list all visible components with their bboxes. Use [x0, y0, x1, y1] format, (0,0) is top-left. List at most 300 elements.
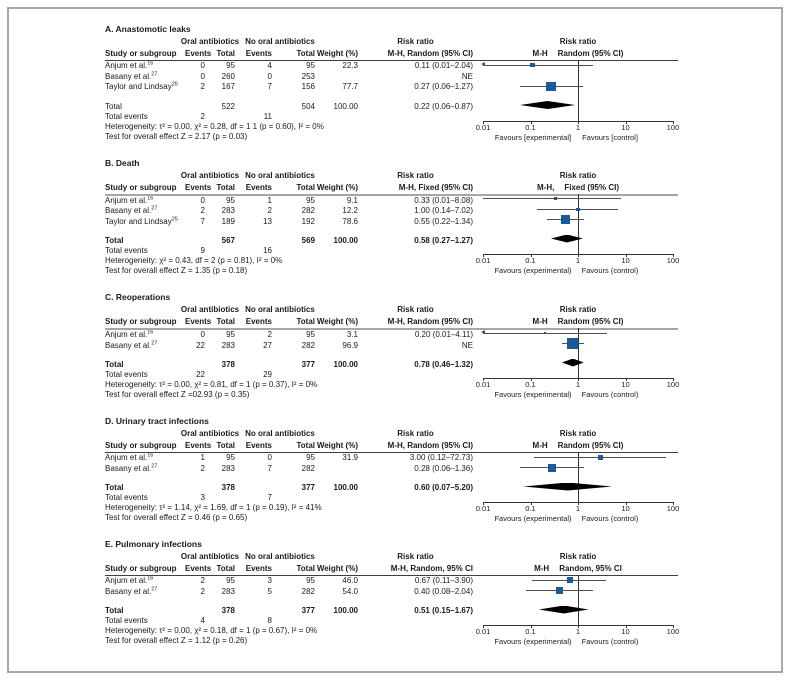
cell-value: Events	[245, 49, 272, 58]
favours-right-label: Favours [control]	[582, 132, 638, 142]
study-row	[105, 330, 781, 341]
cell-value: 1	[200, 453, 205, 462]
axis-tick-label: 1	[575, 380, 581, 389]
axis-tick-label: 100	[666, 256, 680, 265]
group-header-no-oral: No oral antibiotics	[245, 305, 315, 314]
cell-value: Events	[185, 317, 212, 326]
cell-value: 1	[267, 195, 272, 205]
group-header-oral: Oral antibiotics	[180, 37, 240, 46]
cell-value: 16	[263, 246, 272, 255]
plot-method-header	[483, 47, 673, 60]
cell-value: 378	[221, 483, 235, 492]
cell-value: 283	[221, 463, 235, 473]
cell-study: Anjum et al.$^{16}$	[105, 329, 154, 339]
effect-square	[544, 332, 546, 334]
plot-method-header	[483, 439, 673, 452]
cell-value: 5	[267, 586, 272, 596]
cell-study: Basany et al.$^{27}$	[105, 70, 158, 81]
cell-value	[235, 605, 272, 616]
forest-panel-c	[105, 291, 781, 400]
cell-value	[315, 246, 358, 256]
effect-square	[556, 587, 563, 594]
effect-square	[567, 577, 573, 583]
cell-study: Study or subgroup	[105, 441, 177, 450]
risk-ratio-column-header: Risk ratio	[397, 429, 434, 438]
total-events-row	[105, 246, 781, 256]
plot-method-right: Random (95% CI)	[557, 317, 624, 326]
cell-value: 29	[263, 370, 272, 379]
cell-value: 13	[263, 216, 272, 226]
cell-value: 7	[267, 463, 272, 473]
plot-method-header	[483, 562, 673, 575]
cell-value: Events	[185, 49, 212, 58]
effect-square	[567, 338, 578, 349]
row-spacer	[105, 351, 781, 359]
cell-value: 2	[200, 111, 205, 121]
cell-value: 2	[200, 463, 205, 473]
axis-tick-label: 100	[666, 380, 680, 389]
reference-superscript: 16	[147, 194, 154, 201]
cell-value	[315, 493, 358, 503]
cell-value: 95	[226, 576, 235, 585]
plot-risk-ratio-header: Risk ratio	[559, 552, 597, 561]
plot-method-header	[483, 181, 673, 194]
total-events-row	[105, 112, 781, 122]
cell-value: 0.20 (0.01–4.11)	[414, 330, 473, 339]
row-spacer	[105, 474, 781, 482]
axis-tick-label: 0.1	[525, 627, 536, 636]
table-group-header-row	[105, 37, 781, 47]
reference-superscript: 16	[147, 575, 154, 582]
null-effect-line	[578, 452, 579, 502]
cell-value: 378	[221, 360, 235, 369]
panel-title: C. Reoperations	[105, 292, 171, 302]
cell-study: Total	[105, 236, 124, 245]
cell-value: 7	[267, 493, 272, 502]
cell-value: Total	[216, 564, 235, 573]
cell-study: Basany et al.$^{27}$	[105, 585, 158, 596]
cell-value: 2	[200, 206, 205, 215]
cell-value: 0	[200, 71, 205, 81]
axis-tick-label: 0.1	[525, 504, 536, 513]
cell-value: 253	[301, 71, 315, 81]
cell-value: 95	[226, 195, 235, 205]
cell-value: 100.00	[333, 236, 358, 245]
reference-superscript: 27	[151, 462, 158, 469]
cell-value: 377	[301, 483, 315, 492]
null-effect-line	[578, 328, 579, 378]
heterogeneity-note: Heterogeneity: τ² = 0.00, χ² = 0.81, df = 1 (p = 0.37), I² = 0%	[105, 380, 318, 389]
cell-study: Total events	[105, 111, 148, 121]
cell-value: 46.0	[342, 576, 358, 585]
heterogeneity-note: Heterogeneity: τ² = 0.00, χ² = 0.18, df = 1 (p = 0.67), I² = 0%	[105, 626, 318, 635]
table-column-header-row	[105, 315, 678, 330]
cell-study: Study or subgroup	[105, 182, 177, 192]
total-row	[105, 359, 781, 370]
favours-right-label: Favours (control)	[581, 514, 639, 523]
panel-title: D. Urinary tract infections	[105, 416, 209, 426]
cell-value: M-H, Random (95% CI)	[387, 441, 473, 450]
null-effect-line	[578, 575, 579, 625]
panel-title: E. Pulmonary infections	[105, 539, 202, 549]
cell-value: 0.51 (0.15–1.67)	[414, 606, 473, 615]
plot-risk-ratio-header: Risk ratio	[559, 37, 597, 46]
total-row	[105, 605, 781, 616]
cell-value: Weight (%)	[316, 441, 358, 450]
cell-value	[315, 616, 358, 626]
cell-study: Total events	[105, 246, 148, 255]
cell-value: Events	[185, 182, 212, 192]
axis-tick-label: 1	[575, 256, 581, 265]
cell-value: 11	[263, 111, 272, 121]
cell-study: Study or subgroup	[105, 49, 177, 58]
plot-risk-ratio-header: Risk ratio	[559, 429, 597, 438]
study-row	[105, 587, 781, 598]
axis-tick-label: 0.1	[525, 256, 536, 265]
figure-frame	[7, 7, 783, 673]
panel-title: A. Anastomotic leaks	[105, 24, 191, 34]
axis-tick-label: 0.01	[475, 256, 491, 265]
plot-method-left: M-H	[532, 317, 548, 326]
overall-test-note: Test for overall effect Z =02.93 (p = 0.35)	[105, 390, 250, 399]
cell-value: 9.1	[346, 195, 358, 205]
effect-square	[548, 464, 556, 472]
cell-value: 0.40 (0.08–2.04)	[414, 586, 473, 596]
favours-left-label: Favours (experimental)	[494, 266, 572, 275]
cell-value	[185, 235, 205, 246]
heterogeneity-note: Heterogeneity: τ² = 1.14, χ² = 1.69, df = 1 (p = 0.19), I² = 41%	[105, 503, 322, 512]
cell-value: 22	[196, 340, 205, 350]
cell-value: Events	[185, 441, 212, 450]
cell-value: 378	[221, 606, 235, 615]
cell-value: NE	[461, 71, 473, 81]
cell-value: 54.0	[342, 586, 358, 596]
cell-value: Total	[216, 182, 235, 192]
cell-value: 3	[267, 576, 272, 585]
cell-study: Study or subgroup	[105, 564, 177, 573]
row-spacer	[105, 227, 781, 235]
forest-plot-panels	[105, 23, 781, 646]
effect-square	[576, 208, 579, 211]
cell-value	[272, 616, 315, 626]
cell-value: 260	[221, 71, 235, 81]
cell-value	[185, 359, 205, 370]
study-row	[105, 82, 781, 93]
plot-risk-ratio-header: Risk ratio	[559, 170, 597, 180]
cell-study: Total	[105, 483, 124, 492]
cell-study: Basany et al.$^{27}$	[105, 205, 158, 215]
cell-value: M-H, Fixed (95% CI)	[398, 182, 473, 192]
effect-square	[546, 82, 555, 91]
axis-tick-label: 10	[621, 380, 630, 389]
axis-tick-label: 0.01	[475, 380, 491, 389]
cell-value: Total	[296, 49, 315, 58]
cell-value: 100.00	[333, 483, 358, 492]
plot-method-left: M-H	[532, 441, 548, 450]
ci-line	[483, 65, 593, 66]
cell-value	[235, 235, 272, 246]
cell-value: 282	[301, 206, 315, 215]
cell-study: Anjum et al.$^{16}$	[105, 194, 154, 205]
group-header-no-oral: No oral antibiotics	[245, 37, 315, 46]
cell-value: 0.60 (0.07–5.20)	[414, 483, 473, 492]
cell-study: Total	[105, 360, 124, 369]
axis-tick-label: 1	[575, 504, 581, 513]
cell-value: 0	[267, 453, 272, 462]
cell-value	[358, 616, 473, 626]
cell-value	[185, 605, 205, 616]
cell-value: 0.22 (0.06–0.87)	[414, 101, 473, 111]
cell-value: 0.11 (0.01–2.04)	[414, 61, 473, 70]
cell-value: 95	[306, 61, 315, 70]
cell-study: Total events	[105, 616, 148, 625]
cell-value: Events	[245, 441, 272, 450]
cell-value	[358, 112, 473, 122]
study-row	[105, 464, 781, 475]
cell-value: 567	[221, 236, 235, 245]
cell-value: 156	[301, 82, 315, 91]
group-header-no-oral: No oral antibiotics	[245, 170, 315, 180]
cell-value: 95	[306, 576, 315, 585]
cell-value: 22	[196, 370, 205, 379]
cell-value: 7	[267, 82, 272, 91]
cell-value: 100.00	[333, 360, 358, 369]
cell-value: 3.00 (0.12–72.73)	[409, 453, 473, 462]
effect-square	[530, 63, 534, 67]
study-row	[105, 453, 781, 464]
table-group-header-row	[105, 171, 781, 181]
reference-superscript: 27	[151, 205, 158, 212]
cell-value: 77.7	[342, 82, 358, 91]
heterogeneity-note: Heterogeneity: τ² = 0.00, χ² = 0.28, df = 1 1 (p = 0.60), I² = 0%	[105, 121, 324, 131]
cell-value: 100.00	[333, 606, 358, 615]
cell-value	[205, 112, 235, 122]
cell-value	[235, 101, 272, 112]
plot-method-left: M-H,	[536, 182, 555, 192]
effect-square	[554, 197, 557, 200]
reference-superscript: 16	[147, 329, 154, 336]
cell-value: 96.9	[342, 340, 358, 350]
overall-test-note: Test for overall effect Z = 0.46 (p = 0.65)	[105, 513, 248, 522]
cell-value: 283	[221, 206, 235, 215]
cell-value: 2	[200, 586, 205, 596]
cell-value	[358, 370, 473, 380]
cell-study: Taylor and Lindsay$^{25}$	[105, 81, 178, 91]
cell-value: 78.6	[342, 216, 358, 226]
cell-value	[358, 493, 473, 503]
study-row	[105, 72, 781, 83]
plot-method-header	[483, 315, 673, 328]
cell-value: 0.33 (0.01–8.08)	[414, 195, 473, 205]
plot-method-right: Random, 95% CI	[559, 564, 622, 573]
cell-value: 9	[200, 246, 205, 255]
cell-value: Total	[296, 441, 315, 450]
cell-value: Total	[216, 49, 235, 58]
reference-superscript: 16	[147, 60, 154, 67]
cell-value: M-H, Random, 95% CI	[390, 564, 473, 573]
favours-right-label: Favours (control)	[581, 637, 639, 646]
favours-left-label: Favours [experimental]	[494, 132, 572, 142]
risk-ratio-column-header: Risk ratio	[397, 37, 434, 46]
axis-tick-label: 10	[621, 122, 630, 132]
plot-method-right: Fixed (95% CI)	[564, 182, 619, 192]
cell-value: 0.27 (0.06–1.27)	[414, 82, 473, 91]
axis-tick-label: 0.1	[525, 122, 536, 132]
cell-value: 31.9	[342, 453, 358, 462]
cell-study: Total events	[105, 493, 148, 502]
ci-left-arrow-icon	[481, 330, 485, 334]
reference-superscript: 25	[171, 81, 178, 88]
overall-test-note: Test for overall effect Z = 2.17 (p = 0.03)	[105, 131, 248, 141]
cell-value: 0	[267, 71, 272, 81]
cell-value: 0.28 (0.06–1.36)	[414, 463, 473, 473]
cell-value: 377	[301, 606, 315, 615]
cell-value: 192	[301, 216, 315, 226]
cell-value: 2	[200, 82, 205, 91]
forest-panel-e	[105, 538, 781, 646]
group-header-oral: Oral antibiotics	[180, 429, 240, 438]
table-group-header-row	[105, 552, 781, 562]
favours-left-label: Favours (experimental)	[494, 514, 572, 523]
cell-value: 95	[306, 330, 315, 339]
plot-method-right: Random (95% CI)	[557, 49, 624, 58]
cell-study: Anjum et al.$^{16}$	[105, 60, 154, 70]
cell-value: 0	[200, 330, 205, 339]
cell-value: Total	[296, 564, 315, 573]
axis-tick-label: 100	[666, 504, 680, 513]
cell-study: Taylor and Lindsay$^{25}$	[105, 215, 178, 226]
cell-value: NE	[461, 340, 473, 350]
risk-ratio-column-header: Risk ratio	[397, 552, 434, 561]
plot-method-left: M-H	[532, 49, 548, 58]
axis-tick-label: 0.01	[475, 504, 491, 513]
reference-superscript: 16	[147, 452, 154, 459]
cell-value: Events	[185, 564, 212, 573]
cell-value: Weight (%)	[316, 317, 358, 326]
forest-panel-d	[105, 415, 781, 523]
table-group-header-row	[105, 305, 781, 315]
cell-value	[185, 101, 205, 112]
cell-value: 0.67 (0.11–3.90)	[414, 576, 473, 585]
axis-tick-label: 0.01	[475, 122, 491, 132]
cell-value: Weight (%)	[316, 49, 358, 58]
axis-tick-label: 1	[575, 627, 581, 636]
overall-test-note: Test for overall effect Z = 1.35 (p = 0.18)	[105, 266, 248, 275]
cell-value: 4	[200, 616, 205, 625]
ci-left-arrow-icon	[481, 62, 485, 66]
cell-value: 0	[200, 195, 205, 205]
cell-value: Events	[245, 182, 272, 192]
axis-tick-label: 0.1	[525, 380, 536, 389]
cell-study: Basany et al.$^{27}$	[105, 462, 158, 473]
group-header-oral: Oral antibiotics	[180, 305, 240, 314]
cell-value: 0.78 (0.46–1.32)	[414, 360, 473, 369]
cell-value: 8	[267, 616, 272, 625]
reference-superscript: 27	[151, 339, 158, 346]
cell-value: 4	[267, 61, 272, 70]
group-header-no-oral: No oral antibiotics	[245, 429, 315, 438]
cell-value: 0.55 (0.22–1.34)	[414, 216, 473, 226]
cell-value: 569	[301, 236, 315, 245]
table-column-header-row	[105, 562, 678, 576]
cell-study: Total	[105, 101, 122, 111]
cell-value: 167	[221, 82, 235, 91]
cell-value: M-H, Random (95% CI)	[387, 317, 473, 326]
cell-value	[205, 370, 235, 380]
cell-value: Total	[216, 441, 235, 450]
overall-test-note: Test for overall effect Z = 1.12 (p = 0.26)	[105, 636, 248, 645]
total-row	[105, 235, 781, 246]
cell-value: Total	[296, 317, 315, 326]
panel-body	[105, 429, 781, 523]
heterogeneity-note: Heterogeneity: χ² = 0.43, df = 2 (p = 0.81), I² = 0%	[105, 256, 283, 265]
row-spacer	[105, 93, 781, 101]
effect-square	[561, 215, 570, 224]
cell-value	[315, 464, 358, 475]
total-events-row	[105, 616, 781, 626]
cell-value	[235, 482, 272, 493]
cell-study: Study or subgroup	[105, 317, 177, 326]
cell-study: Basany et al.$^{27}$	[105, 339, 158, 350]
panel-body	[105, 552, 781, 646]
cell-value: 282	[301, 340, 315, 350]
axis-tick-label: 10	[621, 256, 630, 265]
reference-superscript: 27	[151, 585, 158, 592]
study-row	[105, 206, 781, 217]
cell-value: 2	[200, 576, 205, 585]
cell-value: 22.3	[342, 61, 358, 70]
null-effect-line	[578, 60, 579, 121]
cell-value: Weight (%)	[316, 564, 358, 573]
cell-value: 3	[200, 493, 205, 502]
forest-panel-a	[105, 23, 781, 142]
total-events-row	[105, 370, 781, 380]
ci-line	[483, 198, 621, 199]
cell-value: 0.58 (0.27–1.27)	[414, 236, 473, 245]
forest-panel-b	[105, 157, 781, 277]
study-row	[105, 576, 781, 587]
group-header-no-oral: No oral antibiotics	[245, 552, 315, 561]
cell-value: Events	[245, 564, 272, 573]
cell-value: 504	[301, 101, 315, 111]
total-row	[105, 101, 781, 112]
cell-value: 282	[301, 586, 315, 596]
cell-value: 95	[226, 330, 235, 339]
cell-value	[205, 493, 235, 503]
study-row	[105, 341, 781, 352]
cell-value: 27	[263, 340, 272, 350]
cell-value: 100.00	[333, 101, 358, 111]
cell-value	[315, 370, 358, 380]
cell-value: 2	[267, 206, 272, 215]
cell-value	[272, 112, 315, 122]
cell-value: 283	[221, 340, 235, 350]
panel-body	[105, 37, 781, 142]
cell-value: 7	[200, 216, 205, 226]
total-events-row	[105, 493, 781, 503]
panel-title: B. Death	[105, 157, 140, 168]
cell-value: 95	[306, 453, 315, 462]
cell-value: 189	[221, 216, 235, 226]
total-row	[105, 482, 781, 493]
cell-value	[315, 112, 358, 122]
study-row	[105, 217, 781, 228]
cell-value	[315, 72, 358, 83]
cell-value	[358, 246, 473, 256]
favours-left-label: Favours (experimental)	[494, 390, 572, 399]
row-spacer	[105, 597, 781, 605]
cell-value	[205, 616, 235, 626]
